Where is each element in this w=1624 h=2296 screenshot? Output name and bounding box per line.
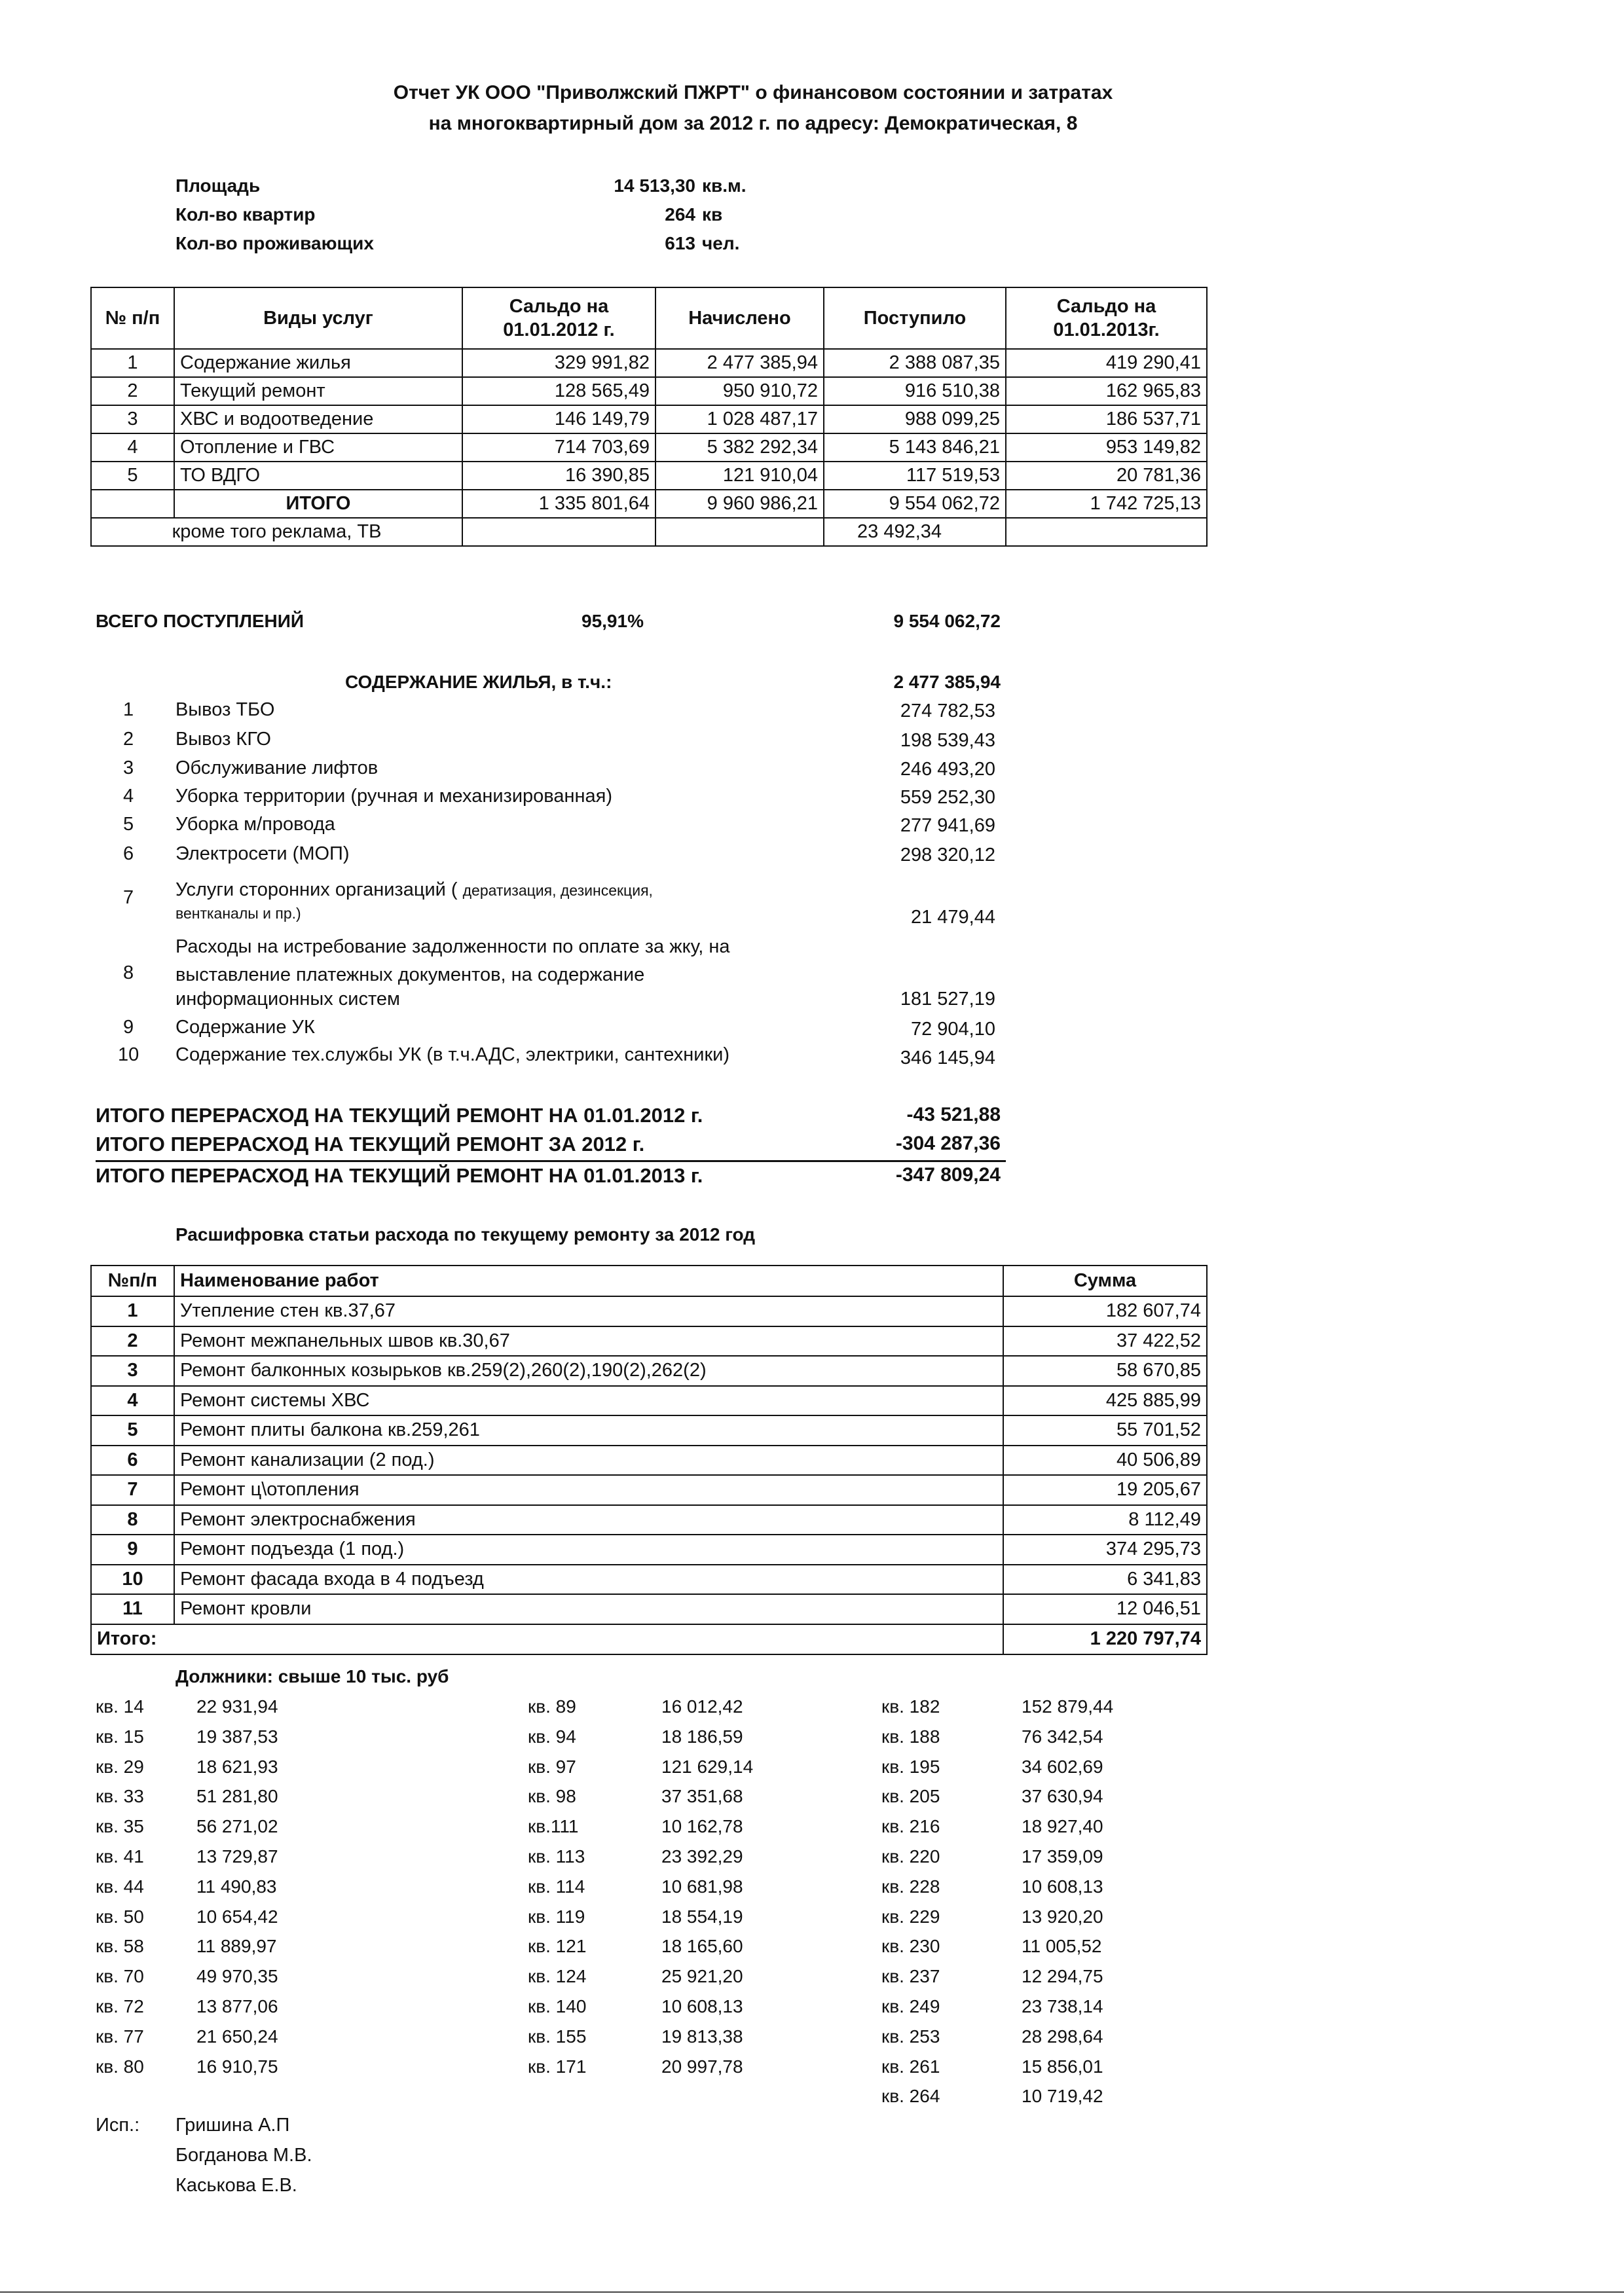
col-header-balance-start: Сальдо на 01.01.2012 г.: [462, 287, 655, 349]
repair-total-label: Итого:: [91, 1624, 1003, 1654]
repair-number: 7: [91, 1475, 174, 1505]
repair-number: 5: [91, 1415, 174, 1446]
debtor-amount: 18 927,40: [1022, 1816, 1103, 1836]
maintenance-item-number: 9: [123, 1017, 134, 1038]
item8-line3: информационных систем: [175, 989, 400, 1010]
maintenance-item-value: 198 539,43: [900, 730, 995, 751]
repair-name: Ремонт подъезда (1 под.): [174, 1535, 1003, 1565]
debtor-amount: 37 630,94: [1022, 1786, 1103, 1806]
repair-row: [91, 1475, 1207, 1505]
item7-small-text-2: вентканалы и пр.): [175, 905, 301, 922]
repair-total-value: 1 220 797,74: [1003, 1624, 1207, 1654]
service-balance-end: 953 149,82: [1006, 433, 1207, 462]
repair-row: [91, 1415, 1207, 1446]
service-charged: 121 910,04: [655, 462, 824, 490]
item8-line2: выставление платежных документов, на содержание: [175, 964, 645, 985]
executor-name: Гришина А.П: [175, 2115, 290, 2136]
repair-table: [90, 1265, 1208, 1655]
maintenance-item-number: 2: [123, 729, 134, 750]
debtor-amount: 18 554,19: [661, 1906, 743, 1927]
debtor-amount: 18 186,59: [661, 1726, 743, 1747]
total-label: ИТОГО: [174, 490, 462, 518]
service-name: Отопление и ГВС: [174, 433, 462, 462]
debtor-apartment: кв. 77: [96, 2026, 144, 2047]
repair-sum: 182 607,74: [1003, 1296, 1207, 1326]
maintenance-item-value: 72 904,10: [910, 1019, 995, 1040]
info-label-area: Площадь: [175, 175, 261, 196]
maintenance-item-value: 277 941,69: [900, 815, 995, 836]
debtor-apartment: кв. 264: [881, 2086, 940, 2106]
repair-sum: 12 046,51: [1003, 1594, 1207, 1624]
receipts-label: ВСЕГО ПОСТУПЛЕНИЙ: [96, 611, 304, 631]
debtor-apartment: кв. 121: [528, 1936, 587, 1956]
executor-name: Каськова Е.В.: [175, 2175, 297, 2196]
debtor-amount: 51 281,80: [196, 1786, 278, 1806]
repair-name: Утепление стен кв.37,67: [174, 1296, 1003, 1326]
debtor-amount: 152 879,44: [1022, 1696, 1114, 1717]
maintenance-item-value: 181 527,19: [900, 989, 995, 1010]
maintenance-item-label: Электросети (МОП): [175, 843, 350, 864]
info-label-apartments: Кол-во квартир: [175, 204, 316, 225]
service-charged: 5 382 292,34: [655, 433, 824, 462]
debtor-apartment: кв. 114: [528, 1876, 585, 1897]
repair-sum: 6 341,83: [1003, 1565, 1207, 1595]
service-name: ТО ВДГО: [174, 462, 462, 490]
service-name: Текущий ремонт: [174, 377, 462, 405]
maintenance-item-label: Вывоз ТБО: [175, 699, 275, 720]
repair-number: 3: [91, 1356, 174, 1386]
repair-row: [91, 1505, 1207, 1535]
info-value-apartments: 264: [665, 204, 695, 225]
debtor-amount: 13 920,20: [1022, 1906, 1103, 1927]
debtor-apartment: кв. 140: [528, 1996, 587, 2016]
repair-row: [91, 1594, 1207, 1624]
debtor-amount: 19 813,38: [661, 2026, 743, 2047]
maintenance-item-value: 346 145,94: [900, 1048, 995, 1068]
service-number: 4: [91, 433, 174, 462]
overspend-2013-start-value: -347 809,24: [895, 1164, 1001, 1186]
maintenance-item-number: 4: [123, 786, 134, 807]
repair-number: 10: [91, 1565, 174, 1595]
service-balance-start: 329 991,82: [462, 349, 655, 377]
repair-number: 4: [91, 1386, 174, 1416]
debtor-amount: 21 650,24: [196, 2026, 278, 2047]
repair-sum: 40 506,89: [1003, 1446, 1207, 1476]
debtor-apartment: кв. 44: [96, 1876, 144, 1897]
advertising-label: кроме того реклама, ТВ: [91, 518, 462, 546]
debtor-amount: 10 608,13: [1022, 1876, 1103, 1897]
executors-label: Исп.:: [96, 2115, 140, 2136]
debtor-apartment: кв. 228: [881, 1876, 940, 1897]
repair-sum: 374 295,73: [1003, 1535, 1207, 1565]
service-received: 5 143 846,21: [824, 433, 1006, 462]
debtor-apartment: кв. 182: [881, 1696, 940, 1717]
maintenance-item-label: Уборка территории (ручная и механизированная): [175, 786, 613, 807]
debtor-apartment: кв. 171: [528, 2056, 587, 2077]
item7-text: Услуги сторонних организаций (: [175, 879, 458, 900]
debtor-amount: 13 877,06: [196, 1996, 278, 2016]
debtor-apartment: кв. 237: [881, 1966, 940, 1986]
debtor-apartment: кв.111: [528, 1816, 579, 1836]
debtor-amount: 20 997,78: [661, 2056, 743, 2077]
advertising-value: 23 492,34: [824, 518, 1006, 546]
debtor-apartment: кв. 33: [96, 1786, 144, 1806]
service-balance-end: 20 781,36: [1006, 462, 1207, 490]
debtor-apartment: кв. 50: [96, 1906, 144, 1927]
debtor-amount: 37 351,68: [661, 1786, 743, 1806]
col-header-balance-end: Сальдо на 01.01.2013г.: [1006, 287, 1207, 349]
debtor-apartment: кв. 249: [881, 1996, 940, 2016]
debtor-amount: 23 738,14: [1022, 1996, 1103, 2016]
maintenance-item-number: 7: [123, 887, 134, 908]
repair-row: [91, 1326, 1207, 1357]
advertising-spacer-3: [1006, 518, 1207, 546]
debtor-amount: 56 271,02: [196, 1816, 278, 1836]
service-number: 5: [91, 462, 174, 490]
debtor-apartment: кв. 72: [96, 1996, 144, 2016]
debtor-apartment: кв. 35: [96, 1816, 144, 1836]
overspend-2012-value: -304 287,36: [895, 1133, 1001, 1154]
repair-name: Ремонт балконных козырьков кв.259(2),260(2),190(2),262(2): [174, 1356, 1003, 1386]
debtor-apartment: кв. 230: [881, 1936, 940, 1956]
repair-sum: 58 670,85: [1003, 1356, 1207, 1386]
maintenance-item-number: 8: [123, 962, 134, 983]
repair-name: Ремонт канализации (2 под.): [174, 1446, 1003, 1476]
receipts-value: 9 554 062,72: [893, 611, 1001, 631]
repair-name: Ремонт электроснабжения: [174, 1505, 1003, 1535]
repair-col-name: Наименование работ: [174, 1266, 1003, 1296]
repair-sum: 19 205,67: [1003, 1475, 1207, 1505]
debtor-apartment: кв. 29: [96, 1757, 144, 1777]
debtor-apartment: кв. 253: [881, 2026, 940, 2047]
debtor-amount: 10 608,13: [661, 1996, 743, 2016]
info-label-residents: Кол-во проживающих: [175, 233, 374, 253]
debtor-apartment: кв. 89: [528, 1696, 576, 1717]
info-value-residents: 613: [665, 233, 695, 253]
debtor-amount: 13 729,87: [196, 1846, 278, 1867]
maintenance-item-label: Обслуживание лифтов: [175, 757, 378, 778]
maintenance-item-value: 246 493,20: [900, 759, 995, 780]
maintenance-item-value: 274 782,53: [900, 701, 995, 721]
debtor-amount: 23 392,29: [661, 1846, 743, 1867]
service-balance-start: 16 390,85: [462, 462, 655, 490]
overspend-2012-start-value: -43 521,88: [906, 1104, 1001, 1125]
debtor-amount: 10 654,42: [196, 1906, 278, 1927]
repair-row: [91, 1446, 1207, 1476]
service-balance-start: 128 565,49: [462, 377, 655, 405]
debtor-amount: 34 602,69: [1022, 1757, 1103, 1777]
item7-small-text: дератизация, дезинсекция,: [462, 882, 653, 899]
repair-name: Ремонт межпанельных швов кв.30,67: [174, 1326, 1003, 1357]
debtor-amount: 11 490,83: [196, 1876, 277, 1897]
repair-name: Ремонт кровли: [174, 1594, 1003, 1624]
repair-number: 2: [91, 1326, 174, 1357]
maintenance-item-number: 5: [123, 814, 134, 835]
repair-name: Ремонт фасада входа в 4 подъезд: [174, 1565, 1003, 1595]
service-row: [91, 462, 1207, 490]
debtor-amount: 16 012,42: [661, 1696, 743, 1717]
repair-sum: 8 112,49: [1003, 1505, 1207, 1535]
total-received: 9 554 062,72: [824, 490, 1006, 518]
maintenance-item-number: 1: [123, 699, 134, 720]
maintenance-item-label: Содержание УК: [175, 1017, 315, 1038]
debtor-apartment: кв. 41: [96, 1846, 144, 1867]
debtor-apartment: кв. 188: [881, 1726, 940, 1747]
service-received: 2 388 087,35: [824, 349, 1006, 377]
maintenance-item-number: 3: [123, 757, 134, 778]
service-number: 2: [91, 377, 174, 405]
debtor-amount: 28 298,64: [1022, 2026, 1103, 2047]
info-unit-residents: чел.: [702, 233, 740, 253]
debtor-apartment: кв. 80: [96, 2056, 144, 2077]
debtor-amount: 10 719,42: [1022, 2086, 1103, 2106]
repair-row: [91, 1296, 1207, 1326]
repair-sum: 425 885,99: [1003, 1386, 1207, 1416]
debtor-amount: 11 889,97: [196, 1936, 277, 1956]
maintenance-item-label: Уборка м/провода: [175, 814, 335, 835]
executor-name: Богданова М.В.: [175, 2145, 312, 2166]
service-received: 988 099,25: [824, 405, 1006, 433]
repair-col-number: №п/п: [91, 1266, 174, 1296]
repair-sum: 55 701,52: [1003, 1415, 1207, 1446]
repair-row: [91, 1386, 1207, 1416]
repair-row: [91, 1565, 1207, 1595]
total-charged: 9 960 986,21: [655, 490, 824, 518]
maintenance-item-label: [175, 879, 653, 901]
debtor-apartment: кв. 216: [881, 1816, 940, 1836]
debtor-amount: 18 165,60: [661, 1936, 743, 1956]
service-row: [91, 377, 1207, 405]
col-header-charged: Начислено: [655, 287, 824, 349]
service-balance-start: 714 703,69: [462, 433, 655, 462]
info-unit-area: кв.м.: [702, 175, 747, 196]
service-balance-end: 419 290,41: [1006, 349, 1207, 377]
debtor-amount: 19 387,53: [196, 1726, 278, 1747]
maintenance-item-value: 559 252,30: [900, 787, 995, 808]
debtor-apartment: кв. 98: [528, 1786, 576, 1806]
service-name: ХВС и водоотведение: [174, 405, 462, 433]
page-bottom-rule: [0, 2291, 1624, 2293]
total-spacer: [91, 490, 174, 518]
service-number: 1: [91, 349, 174, 377]
service-row: [91, 349, 1207, 377]
debtors-title: Должники: свыше 10 тыс. руб: [175, 1666, 449, 1686]
debtor-amount: 121 629,14: [661, 1757, 754, 1777]
debtor-amount: 12 294,75: [1022, 1966, 1103, 1986]
repair-name: Ремонт системы ХВС: [174, 1386, 1003, 1416]
debtor-apartment: кв. 195: [881, 1757, 940, 1777]
repair-row: [91, 1535, 1207, 1565]
overspend-2013-start-label: ИТОГО ПЕРЕРАСХОД НА ТЕКУЩИЙ РЕМОНТ НА 01.01.2013 г.: [96, 1164, 703, 1187]
repair-row: [91, 1356, 1207, 1386]
debtor-amount: 17 359,09: [1022, 1846, 1103, 1867]
maintenance-heading: СОДЕРЖАНИЕ ЖИЛЬЯ, в т.ч.:: [345, 672, 612, 692]
service-row: [91, 433, 1207, 462]
col-header-received: Поступило: [824, 287, 1006, 349]
total-balance-end: 1 742 725,13: [1006, 490, 1207, 518]
debtor-amount: 18 621,93: [196, 1757, 278, 1777]
debtor-apartment: кв. 220: [881, 1846, 940, 1867]
repair-number: 9: [91, 1535, 174, 1565]
debtor-amount: 76 342,54: [1022, 1726, 1103, 1747]
debtor-apartment: кв. 15: [96, 1726, 144, 1747]
maintenance-item-label: Содержание тех.службы УК (в т.ч.АДС, электрики, сантехники): [175, 1044, 729, 1065]
service-balance-start: 146 149,79: [462, 405, 655, 433]
debtor-apartment: кв. 97: [528, 1757, 576, 1777]
debtor-apartment: кв. 205: [881, 1786, 940, 1806]
info-unit-apartments: кв: [702, 204, 723, 225]
service-charged: 1 028 487,17: [655, 405, 824, 433]
receipts-percent: 95,91%: [581, 611, 644, 631]
service-name: Содержание жилья: [174, 349, 462, 377]
debtor-amount: 10 681,98: [661, 1876, 743, 1897]
debtor-apartment: кв. 119: [528, 1906, 585, 1927]
maintenance-item-number: 6: [123, 843, 134, 864]
debtor-amount: 10 162,78: [661, 1816, 743, 1836]
overspend-2012-start-label: ИТОГО ПЕРЕРАСХОД НА ТЕКУЩИЙ РЕМОНТ НА 01.01.2012 г.: [96, 1104, 703, 1127]
repair-number: 6: [91, 1446, 174, 1476]
debtor-amount: 22 931,94: [196, 1696, 278, 1717]
debtor-apartment: кв. 14: [96, 1696, 144, 1717]
service-charged: 2 477 385,94: [655, 349, 824, 377]
repair-sum: 37 422,52: [1003, 1326, 1207, 1357]
total-balance-start: 1 335 801,64: [462, 490, 655, 518]
advertising-spacer-2: [655, 518, 824, 546]
service-received: 916 510,38: [824, 377, 1006, 405]
col-header-number: № п/п: [91, 287, 174, 349]
repair-col-sum: Сумма: [1003, 1266, 1207, 1296]
service-charged: 950 910,72: [655, 377, 824, 405]
debtor-apartment: кв. 155: [528, 2026, 587, 2047]
service-number: 3: [91, 405, 174, 433]
col-header-service: Виды услуг: [174, 287, 462, 349]
debtor-amount: 49 970,35: [196, 1966, 278, 1986]
services-table: [90, 287, 1208, 547]
info-value-area: 14 513,30: [614, 175, 695, 196]
report-title-line2: на многоквартирный дом за 2012 г. по адресу: Демократическая, 8: [428, 113, 1078, 134]
debtor-amount: 15 856,01: [1022, 2056, 1103, 2077]
maintenance-total: 2 477 385,94: [893, 672, 1001, 692]
service-balance-end: 186 537,71: [1006, 405, 1207, 433]
overspend-2012-label: ИТОГО ПЕРЕРАСХОД НА ТЕКУЩИЙ РЕМОНТ ЗА 2012 г.: [96, 1133, 645, 1156]
repair-name: Ремонт плиты балкона кв.259,261: [174, 1415, 1003, 1446]
debtor-amount: 11 005,52: [1022, 1936, 1102, 1956]
debtor-amount: 16 910,75: [196, 2056, 278, 2077]
service-row: [91, 405, 1207, 433]
item8-line1: Расходы на истребование задолженности по оплате за жку, на: [175, 936, 730, 957]
service-received: 117 519,53: [824, 462, 1006, 490]
repair-name: Ремонт ц\отопления: [174, 1475, 1003, 1505]
repair-title: Расшифровка статьи расхода по текущему ремонту за 2012 год: [175, 1224, 756, 1245]
service-balance-end: 162 965,83: [1006, 377, 1207, 405]
maintenance-item-label: Вывоз КГО: [175, 729, 271, 750]
debtor-amount: 25 921,20: [661, 1966, 743, 1986]
repair-number: 1: [91, 1296, 174, 1326]
overspend-divider: [96, 1160, 1006, 1162]
debtor-apartment: кв. 58: [96, 1936, 144, 1956]
repair-number: 8: [91, 1505, 174, 1535]
debtor-apartment: кв. 124: [528, 1966, 587, 1986]
maintenance-item-value: 21 479,44: [910, 907, 995, 928]
debtor-apartment: кв. 94: [528, 1726, 576, 1747]
debtor-apartment: кв. 113: [528, 1846, 585, 1867]
debtor-apartment: кв. 261: [881, 2056, 940, 2077]
maintenance-item-number: 10: [118, 1044, 139, 1065]
debtor-apartment: кв. 229: [881, 1906, 940, 1927]
advertising-spacer-1: [462, 518, 655, 546]
repair-number: 11: [91, 1594, 174, 1624]
report-title-line1: Отчет УК ООО "Приволжский ПЖРТ" о финансовом состоянии и затратах: [393, 82, 1113, 103]
debtor-apartment: кв. 70: [96, 1966, 144, 1986]
maintenance-item-value: 298 320,12: [900, 845, 995, 866]
